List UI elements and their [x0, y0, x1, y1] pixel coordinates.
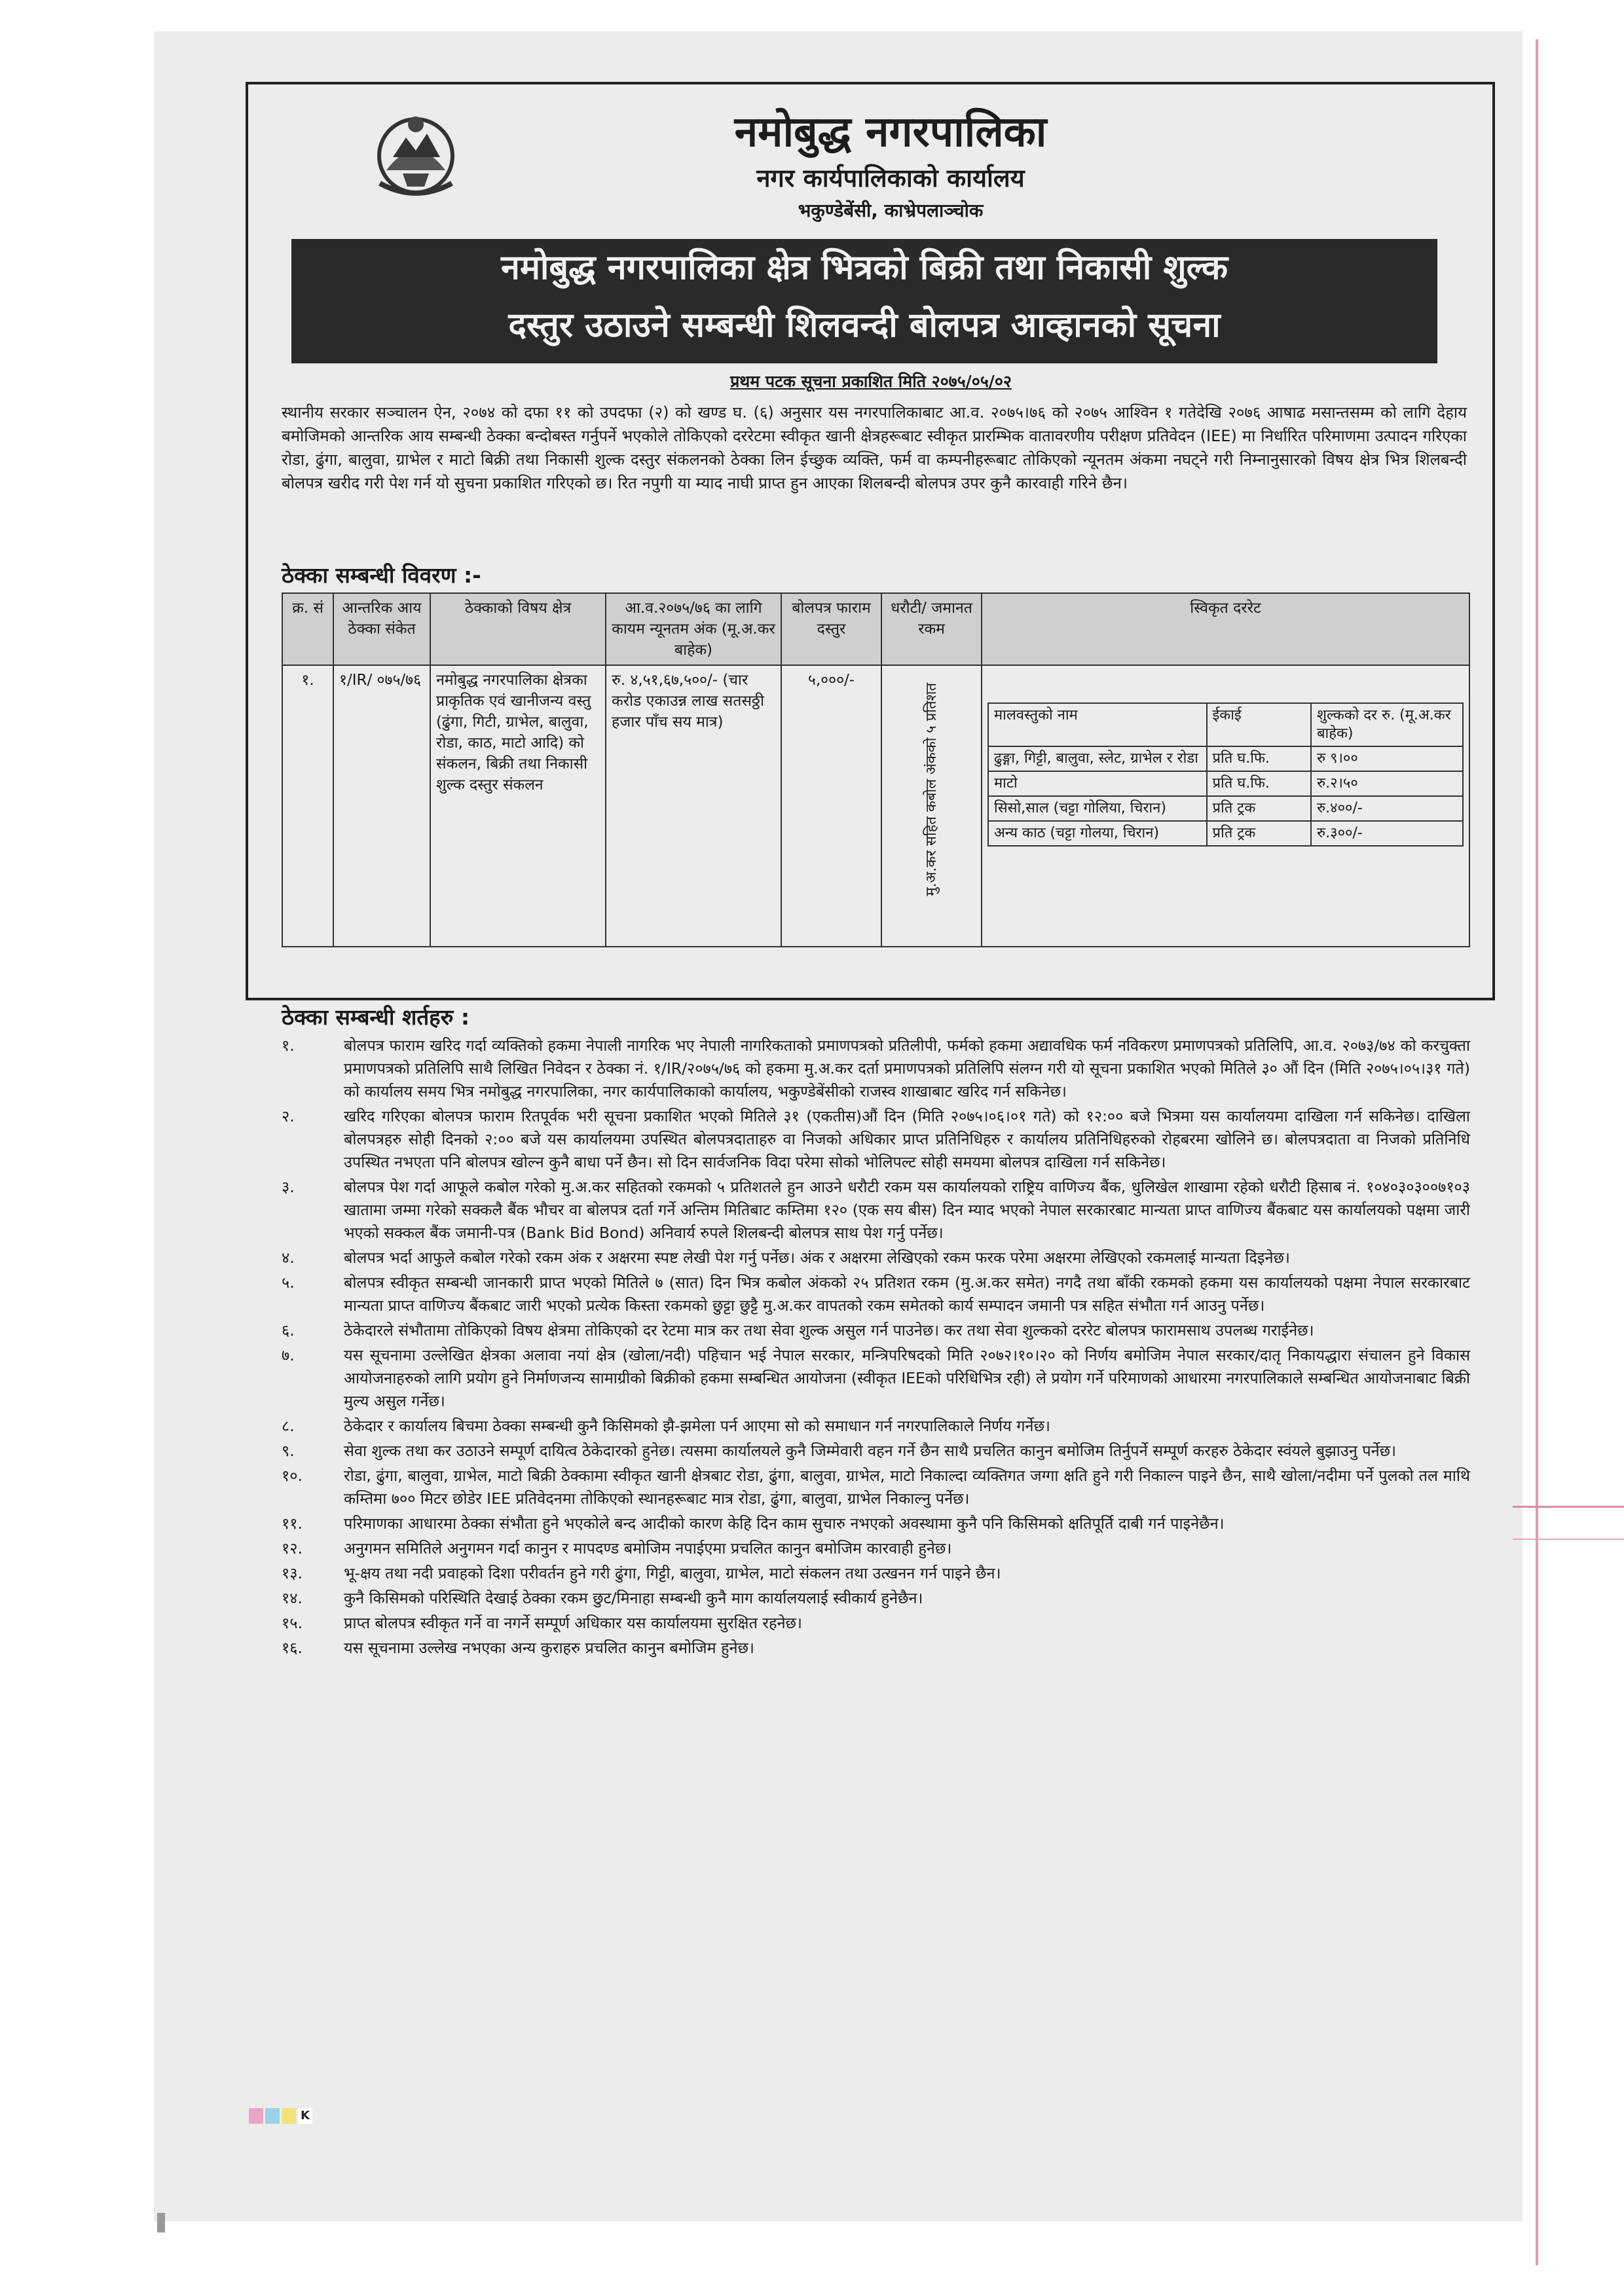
list-item: [282, 1344, 1470, 1413]
row-form-fee: ५,०००/-: [781, 665, 881, 947]
term-text: प्राप्त बोलपत्र स्वीकृत गर्ने वा नगर्ने सम्पूर्ण अधिकार यस कार्यालयमा सुरक्षित रहनेछ।: [344, 1614, 802, 1632]
banner-line-2: दस्तुर उठाउने सम्बन्धी शिलवन्दी बोलपत्र आव्हानको सूचना: [508, 306, 1221, 345]
term-number: १६.: [282, 1639, 303, 1657]
col-sn: क्र. सं: [282, 593, 333, 665]
list-item: [282, 1247, 1470, 1269]
term-number: ११.: [282, 1514, 303, 1533]
list-item: [282, 1465, 1470, 1510]
table-header-row: [282, 593, 1469, 665]
term-text: बोलपत्र स्वीकृत सम्बन्धी जानकारी प्राप्त भएको मितिले ७ (सात) दिन भित्र कबोल अंकको २५ प्रतिशत रकम (मु.अ.कर समेत) नगदै तथा बाँकी रकमको हकमा यस कार्यालयको पक्षमा नेपाल सरकारबाट मान्यता प्राप्त वाणिज्य बैंकबाट जारी भएको प्रत्येक किस्ता रकमको छुट्टा छुट्टै मु.अ.कर वापतको रकम समेतको कार्य सम्पादन जमानी पत्र सहित संभौता गर्न आउनु पर्नेछ।: [344, 1273, 1470, 1315]
term-number: ४.: [282, 1248, 295, 1267]
term-text: यस सूचनामा उल्लेखित क्षेत्रका अलावा नयां क्षेत्र (खोला/नदी) पहिचान भई नेपाल सरकार, मन्त्रिपरिषदको मिति २०७२।१०।२० को निर्णय बमोजिम नेपाल सरकार/दातृ निकायद्धारा संचालन हुने विकास आयोजनाहरुको लागि प्रयोग हुने निर्माणजन्य सामाग्रीको बिक्रीको हकमा सम्बन्धित आयोजना (स्वीकृत IEEको परिधिभित्र रही) ले प्रयोग गर्ने परिमाणको आधारमा नगरपालिकाले सम्बन्धित आयोजनाबाट बिक्री मुल्य असुल गर्नेछ।: [344, 1346, 1470, 1410]
table-row: [988, 821, 1463, 846]
list-item: [282, 1271, 1470, 1317]
rate-value: रु ९।००: [1311, 746, 1463, 771]
term-text: परिमाणका आधारमा ठेक्का संभौता हुने भएकोले बन्द आदीको कारण केहि दिन काम सुचारु नभएको अवस्थामा कुनै पनि किसिमको क्षतिपूर्ति दाबी गर्न पाइनेछैन।: [344, 1514, 1225, 1533]
registration-mark: [157, 2213, 165, 2232]
term-number: १२.: [282, 1539, 303, 1558]
term-text: यस सूचनामा उल्लेख नभएका अन्य कुराहरु प्रचलित कानुन बमोजिम हुनेछ।: [344, 1639, 754, 1657]
rate-item: ढुङ्गा, गिट्टी, बालुवा, स्लेट, ग्राभेल र रोडा: [988, 746, 1207, 771]
rates-col-item: मालवस्तुको नाम: [988, 703, 1207, 746]
list-item: [282, 1587, 1470, 1610]
term-number: ६.: [282, 1321, 295, 1339]
nepal-government-emblem-icon: [367, 105, 465, 203]
term-number: ९.: [282, 1442, 295, 1460]
list-item: [282, 1612, 1470, 1635]
intro-paragraph: स्थानीय सरकार सञ्चालन ऐन, २०७४ को दफा ११ को उपदफा (२) को खण्ड घ. (६) अनुसार यस नगरपालिकाबाट आ.व. २०७५।७६ को २०७५ आश्विन १ गतेदेखि २०७६ आषाढ मसान्तसम्म को लागि देहाय बमोजिमको आन्तरिक आय सम्बन्धी ठेक्का बन्दोबस्त गर्नुपर्ने भएकोले तोकिएको दररेटमा स्वीकृत खानी क्षेत्रहरूबाट स्वीकृत प्रारम्भिक वातावरणीय परीक्षण प्रतिवेदन (IEE) मा निर्धारित परिमाणमा उत्पादन गरिएका रोडा, ढुंगा, बालुवा, ग्राभेल र माटो बिक्री तथा निकासी शुल्क दस्तुर संकलनको ठेक्का लिन ईच्छुक व्यक्ति, फर्म वा कम्पनीहरूबाट तोकिएको न्यूनतम अंकमा नघट्ने गरी निम्नानुसारको विषय क्षेत्र भित्र शिलबन्दी बोलपत्र खरीद गरी पेश गर्न यो सुचना प्रकाशित गरिएको छ। रित नपुगी या म्याद नाघी प्राप्त हुन आएका शिलबन्दी बोलपत्र उपर कुनै कारवाही गरिने छैन।: [282, 403, 1467, 492]
list-item: [282, 1319, 1470, 1342]
term-number: १३.: [282, 1564, 303, 1582]
rates-header-row: [988, 703, 1463, 746]
list-item: [282, 1034, 1470, 1103]
rates-table: [987, 702, 1464, 847]
term-number: २.: [282, 1107, 295, 1125]
fold-line: [1513, 1506, 1624, 1508]
term-number: ५.: [282, 1273, 295, 1292]
term-text: अनुगमन समितिले अनुगमन गर्दा कानुन र मापदण्ड बमोजिम नपाईएमा प्रचलित कानुन बमोजिम कारवाही हुनेछ।: [344, 1539, 952, 1558]
table-row: [282, 665, 1469, 947]
print-color-bar: [249, 2108, 312, 2124]
table-row: [988, 746, 1463, 771]
row-min-amount: रु. ४,५१,६७,५००/- (चार करोड एकाउन्न लाख सतसठ्ठी हजार पाँच सय मात्र): [606, 665, 781, 947]
list-item: [282, 1562, 1470, 1585]
row-deposit: मु.अ.कर सहित कबोल अंकको ५ प्रतिशत: [923, 683, 940, 896]
term-text: बोलपत्र फाराम खरिद गर्दा व्यक्तिको हकमा नेपाली नागरिक भए नेपाली नागरिकताको प्रमाणपत्रको प्रतिलीपी, फर्मको हकमा अद्यावधिक फर्म नविकरण प्रमाणपत्रको प्रतिलिपि, आ.व. २०७३/७४ को करचुक्ता प्रमाणपत्रको प्रतिलिपि साथै लिखित निवेदन र ठेक्का नं. १/IR/२०७५/७६ को हकमा मु.अ.कर दर्ता प्रमाणपत्रको प्रतिलिपि संलग्न गरी यो सूचना प्रकाशित भएको मितिले ३० औं दिन (मिति २०७५।०५।३१ गते) को कार्यालय समय भित्र नमोबुद्ध नगरपालिका, नगर कार्यपालिकाको कार्यालय, भकुण्डेबेंसीको राजस्व शाखाबाट खरिद गर्न सकिनेछ।: [344, 1036, 1470, 1101]
col-code: आन्तरिक आय ठेक्का संकेत: [333, 593, 430, 665]
table-row: [988, 796, 1463, 821]
terms-list: [282, 1034, 1470, 1662]
col-min-amount: आ.व.२०७५/७६ का लागि कायम न्यूनतम अंक (मू.अ.कर बाहेक): [606, 593, 781, 665]
list-item: [282, 1637, 1470, 1660]
term-text: कुनै किसिमको परिस्थिति देखाई ठेक्का रकम छुट/मिनाहा सम्बन्धी कुनै माग कार्यालयलाई स्वीकार्य हुनेछैन।: [344, 1589, 923, 1607]
term-text: खरिद गरिएका बोलपत्र फाराम रितपूर्वक भरी सूचना प्रकाशित भएको मितिले ३१ (एकतीस)औं दिन (मिति २०७५।०६।०१ गते) को १२:०० बजे भित्रमा यस कार्यालयमा दाखिला गर्न सकिनेछ। दाखिला बोलपत्रहरु सोही दिनको २:०० बजे यस कार्यालयमा उपस्थित बोलपत्रदाताहरु वा निजको अधिकार प्राप्त प्रतिनिधिहरु र कार्यालय प्रतिनिधिहरुको रोहबरमा खोलिने छ। बोलपत्रदाता वा निजको प्रतिनिधि उपस्थित नभएता पनि बोलपत्र खोल्न कुनै बाधा पर्ने छैन। सो दिन सार्वजनिक विदा परेमा सोको भोलिपल्ट सोही समयमा बोलपत्र दाखिला गर्न सकिनेछ।: [344, 1107, 1470, 1171]
notice-banner: [291, 239, 1437, 363]
term-text: ठेकेदार र कार्यालय बिचमा ठेक्का सम्बन्धी कुनै किसिमको झै-झमेला पर्न आएमा सो को समाधान गर्न नगरपालिकाले निर्णय गर्नेछ।: [344, 1417, 1050, 1435]
banner-line-1: नमोबुद्ध नगरपालिका क्षेत्र भित्रको बिक्री तथा निकासी शुल्क: [500, 248, 1228, 287]
term-text: सेवा शुल्क तथा कर उठाउने सम्पूर्ण दायित्व ठेकेदारको हुनेछ। त्यसमा कार्यालयले कुनै जिम्मेवारी वहन गर्ने छैन साथै प्रचलित कानुन बमोजिम तिर्नुपर्ने सम्पूर्ण करहरु ठेकेदार स्वंयले बुझाउनु पर्नेछ।: [344, 1442, 1397, 1460]
office-name: नगर कार्यपालिकाको कार्यालय: [756, 164, 1025, 192]
term-text: बोलपत्र पेश गर्दा आफूले कबोल गरेको मु.अ.कर सहितको रकमको ५ प्रतिशतले हुन आउने धरौटी रकम यस कार्यालयको राष्ट्रिय वाणिज्य बैंक, धुलिखेल शाखामा रहेको धरौटी हिसाब नं. १०४०३०३००७१०३ खातामा जम्मा गरेको सक्कलै बैंक भौचर वा बोलपत्र दर्ता गर्ने अन्तिम मितिबाट कम्तिमा १२० (एक सय बीस) दिन म्याद भएको नेपाल सरकारबाट मान्यता प्राप्त वाणिज्य बैंकबाट यस कार्यालयको पक्षमा जारी भएको सक्कल बैंक जमानी-पत्र (Bank Bid Bond) अनिवार्य रुपले शिलबन्दी बोलपत्र साथ पेश गर्नु पर्नेछ।: [344, 1178, 1470, 1242]
office-address: भकुण्डेबेंसी, काभ्रेपलाञ्चोक: [798, 200, 984, 221]
col-rates: स्विकृत दररेट: [982, 593, 1469, 665]
rate-item: माटो: [988, 771, 1207, 796]
list-item: [282, 1537, 1470, 1560]
list-item: [282, 1415, 1470, 1438]
list-item: [282, 1440, 1470, 1463]
rate-unit: प्रति ट्रक: [1207, 796, 1312, 821]
term-number: ३.: [282, 1178, 295, 1196]
list-item: [282, 1176, 1470, 1245]
row-deposit-cell: [881, 665, 982, 947]
term-text: ठेकेदारले संभौतामा तोकिएको विषय क्षेत्रमा तोकिएको दर रेटमा मात्र कर तथा सेवा शुल्क असुल गर्न पाउनेछ। कर तथा सेवा शुल्कको दररेट बोलपत्र फारामसाथ उपलब्ध गराईनेछ।: [344, 1321, 1314, 1339]
first-publication-date: प्रथम पटक सूचना प्रकाशित मिति २०७५/०५/०२: [730, 372, 1012, 391]
row-subject: नमोबुद्ध नगरपालिका क्षेत्रका प्राकृतिक एवं खानीजन्य वस्तु (ढुंगा, गिटी, ग्राभेल, बालुवा, रोडा, काठ, माटो आदि) को संकलन, बिक्री तथा निकासी शुल्क दस्तुर संकलन: [430, 665, 606, 947]
term-text: बोलपत्र भर्दा आफुले कबोल गरेको रकम अंक र अक्षरमा स्पष्ट लेखी पेश गर्नु पर्नेछ। अंक र अक्षरमा लेखिएको रकम फरक परेमा अक्षरमा लेखिएको रकमलाई मान्यता दिइनेछ।: [344, 1248, 1290, 1267]
list-item: [282, 1105, 1470, 1174]
terms-heading: ठेक्का सम्बन्धी शर्तहरु :: [282, 1004, 470, 1030]
rate-item: अन्य काठ (चट्टा गोलया, चिरान): [988, 821, 1207, 846]
rate-value: रु.४००/-: [1311, 796, 1463, 821]
color-swatch-yellow: [282, 2108, 296, 2124]
rate-item: सिसो,साल (चट्टा गोलिया, चिरान): [988, 796, 1207, 821]
rate-value: रु.२।५०: [1311, 771, 1463, 796]
term-number: ७.: [282, 1346, 295, 1364]
term-number: १४.: [282, 1589, 303, 1607]
rate-unit: प्रति घ.फि.: [1207, 746, 1312, 771]
rates-cell: [982, 665, 1469, 947]
term-number: १०.: [282, 1467, 303, 1485]
term-number: १५.: [282, 1614, 303, 1632]
rate-value: रु.३००/-: [1311, 821, 1463, 846]
color-swatch-cyan: [265, 2108, 280, 2124]
municipality-title: नमोबुद्ध नगरपालिका: [734, 107, 1047, 156]
rates-col-rate: शुल्कको दर रु. (मू.अ.कर बाहेक): [1311, 703, 1463, 746]
fold-line: [1536, 39, 1538, 2265]
col-subject: ठेक्काको विषय क्षेत्र: [430, 593, 606, 665]
term-text: भू-क्षय तथा नदी प्रवाहको दिशा परीवर्तन हुने गरी ढुंगा, गिट्टी, बालुवा, ग्राभेल, माटो संकलन तथा उत्खनन गर्न पाइने छैन।: [344, 1564, 1001, 1582]
rates-col-unit: ईकाई: [1207, 703, 1312, 746]
col-deposit: धरौटी/ जमानत रकम: [881, 593, 982, 665]
rate-unit: प्रति घ.फि.: [1207, 771, 1312, 796]
col-form-fee: बोलपत्र फाराम दस्तुर: [781, 593, 881, 665]
list-item: [282, 1512, 1470, 1535]
term-text: रोडा, ढुंगा, बालुवा, ग्राभेल, माटो बिक्री ठेक्कामा स्वीकृत खानी क्षेत्रबाट रोडा, ढुंगा, बालुवा, ग्राभेल, माटो निकाल्दा व्यक्तिगत जग्गा क्षति हुने गरी निकाल्न पाइने छैन, साथै खोला/नदीमा पर्ने पुलको तल माथि कम्तिमा ७०० मिटर छोडेर IEE प्रतिवेदनमा तोकिएको स्थानहरूबाट मात्र रोडा, ढुंगा, बालुवा, ग्राभेल निकाल्नु पर्नेछ।: [344, 1467, 1470, 1508]
term-number: १.: [282, 1036, 295, 1055]
table-row: [988, 771, 1463, 796]
details-heading: ठेक्का सम्बन्धी विवरण :-: [282, 562, 481, 588]
contract-details-table: [282, 592, 1470, 947]
color-swatch-magenta: [249, 2108, 263, 2124]
fold-line: [1513, 1539, 1624, 1540]
row-code: १/IR/ ०७५/७६: [333, 665, 430, 947]
row-sn: १.: [282, 665, 333, 947]
color-swatch-black: K: [298, 2108, 312, 2124]
rate-unit: प्रति ट्रक: [1207, 821, 1312, 846]
term-number: ८.: [282, 1417, 295, 1435]
